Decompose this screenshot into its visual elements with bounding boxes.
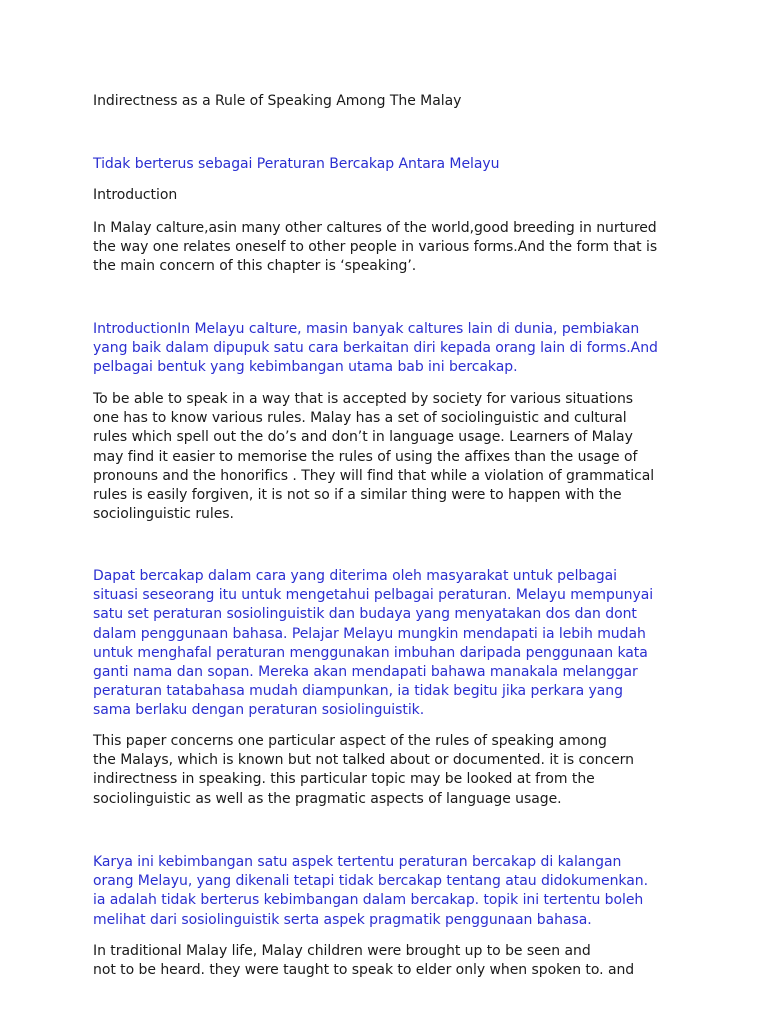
introduction-heading: Introduction xyxy=(93,187,178,203)
document-title: Indirectness as a Rule of Speaking Among The Malay xyxy=(93,93,462,109)
paragraph-4-english: In traditional Malay life, Malay children were brought up to be seen and not to be heard. they were taught to speak to elder only when spoken to. and xyxy=(93,943,635,979)
document-title-translation: Tidak berterus sebagai Peraturan Bercakap Antara Melayu xyxy=(93,156,500,172)
paragraph-3-malay: Karya ini kebimbangan satu aspek tertentu peraturan bercakap di kalangan orang Melayu, yang dikenali tetapi tidak bercakap tentang atau didokumenkan. ia adalah tidak berterus kebimbangan dalam bercakap. topik ini tertentu boleh melihat dari sosiolinguistik serta aspek pragmatik penggunaan bahasa. xyxy=(93,854,648,928)
paragraph-1-malay: IntroductionIn Melayu calture, masin banyak caltures lain di dunia, pembiakan yang baik dalam dipupuk satu cara berkaitan diri kepada orang lain di forms.And pelbagai bentuk yang kebimbangan utama bab ini bercakap. xyxy=(93,321,658,376)
paragraph-1-english: In Malay calture,asin many other caltures of the world,good breeding in nurtured the way one relates oneself to other people in various forms.And the form that is the main concern of this chapter is ‘speaking’. xyxy=(93,220,658,275)
paragraph-2-english: To be able to speak in a way that is accepted by society for various situations one has to know various rules. Malay has a set of sociolinguistic and cultural rules which spell out the do’s and don’t in language usage. Learners of Malay may find it easier to memorise the rules of using the affixes than the usage of pronouns and the honorifics . They will find that while a violation of grammatical rules is easily forgiven, it is not so if a similar thing were to happen with the sociolinguistic rules. xyxy=(93,391,655,523)
document-page xyxy=(93,0,693,1024)
paragraph-2-malay: Dapat bercakap dalam cara yang diterima oleh masyarakat untuk pelbagai situasi seseorang itu untuk mengetahui pelbagai peraturan. Melayu mempunyai satu set peraturan sosiolinguistik dan budaya yang menyatakan dos dan dont dalam penggunaan bahasa. Pelajar Melayu mungkin mendapati ia lebih mudah untuk menghafal peraturan menggunakan imbuhan daripada penggunaan kata ganti nama dan sopan. Mereka akan mendapati bahawa manakala melanggar peraturan tatabahasa mudah diampunkan, ia tidak begitu jika perkara yang sama berlaku dengan peraturan sosiolinguistik. xyxy=(93,568,654,719)
paragraph-3-english: This paper concerns one particular aspect of the rules of speaking among the Malays, which is known but not talked about or documented. it is concern indirectness in speaking. this particular topic may be looked at from the sociolinguistic as well as the pragmatic aspects of language usage. xyxy=(93,733,634,807)
